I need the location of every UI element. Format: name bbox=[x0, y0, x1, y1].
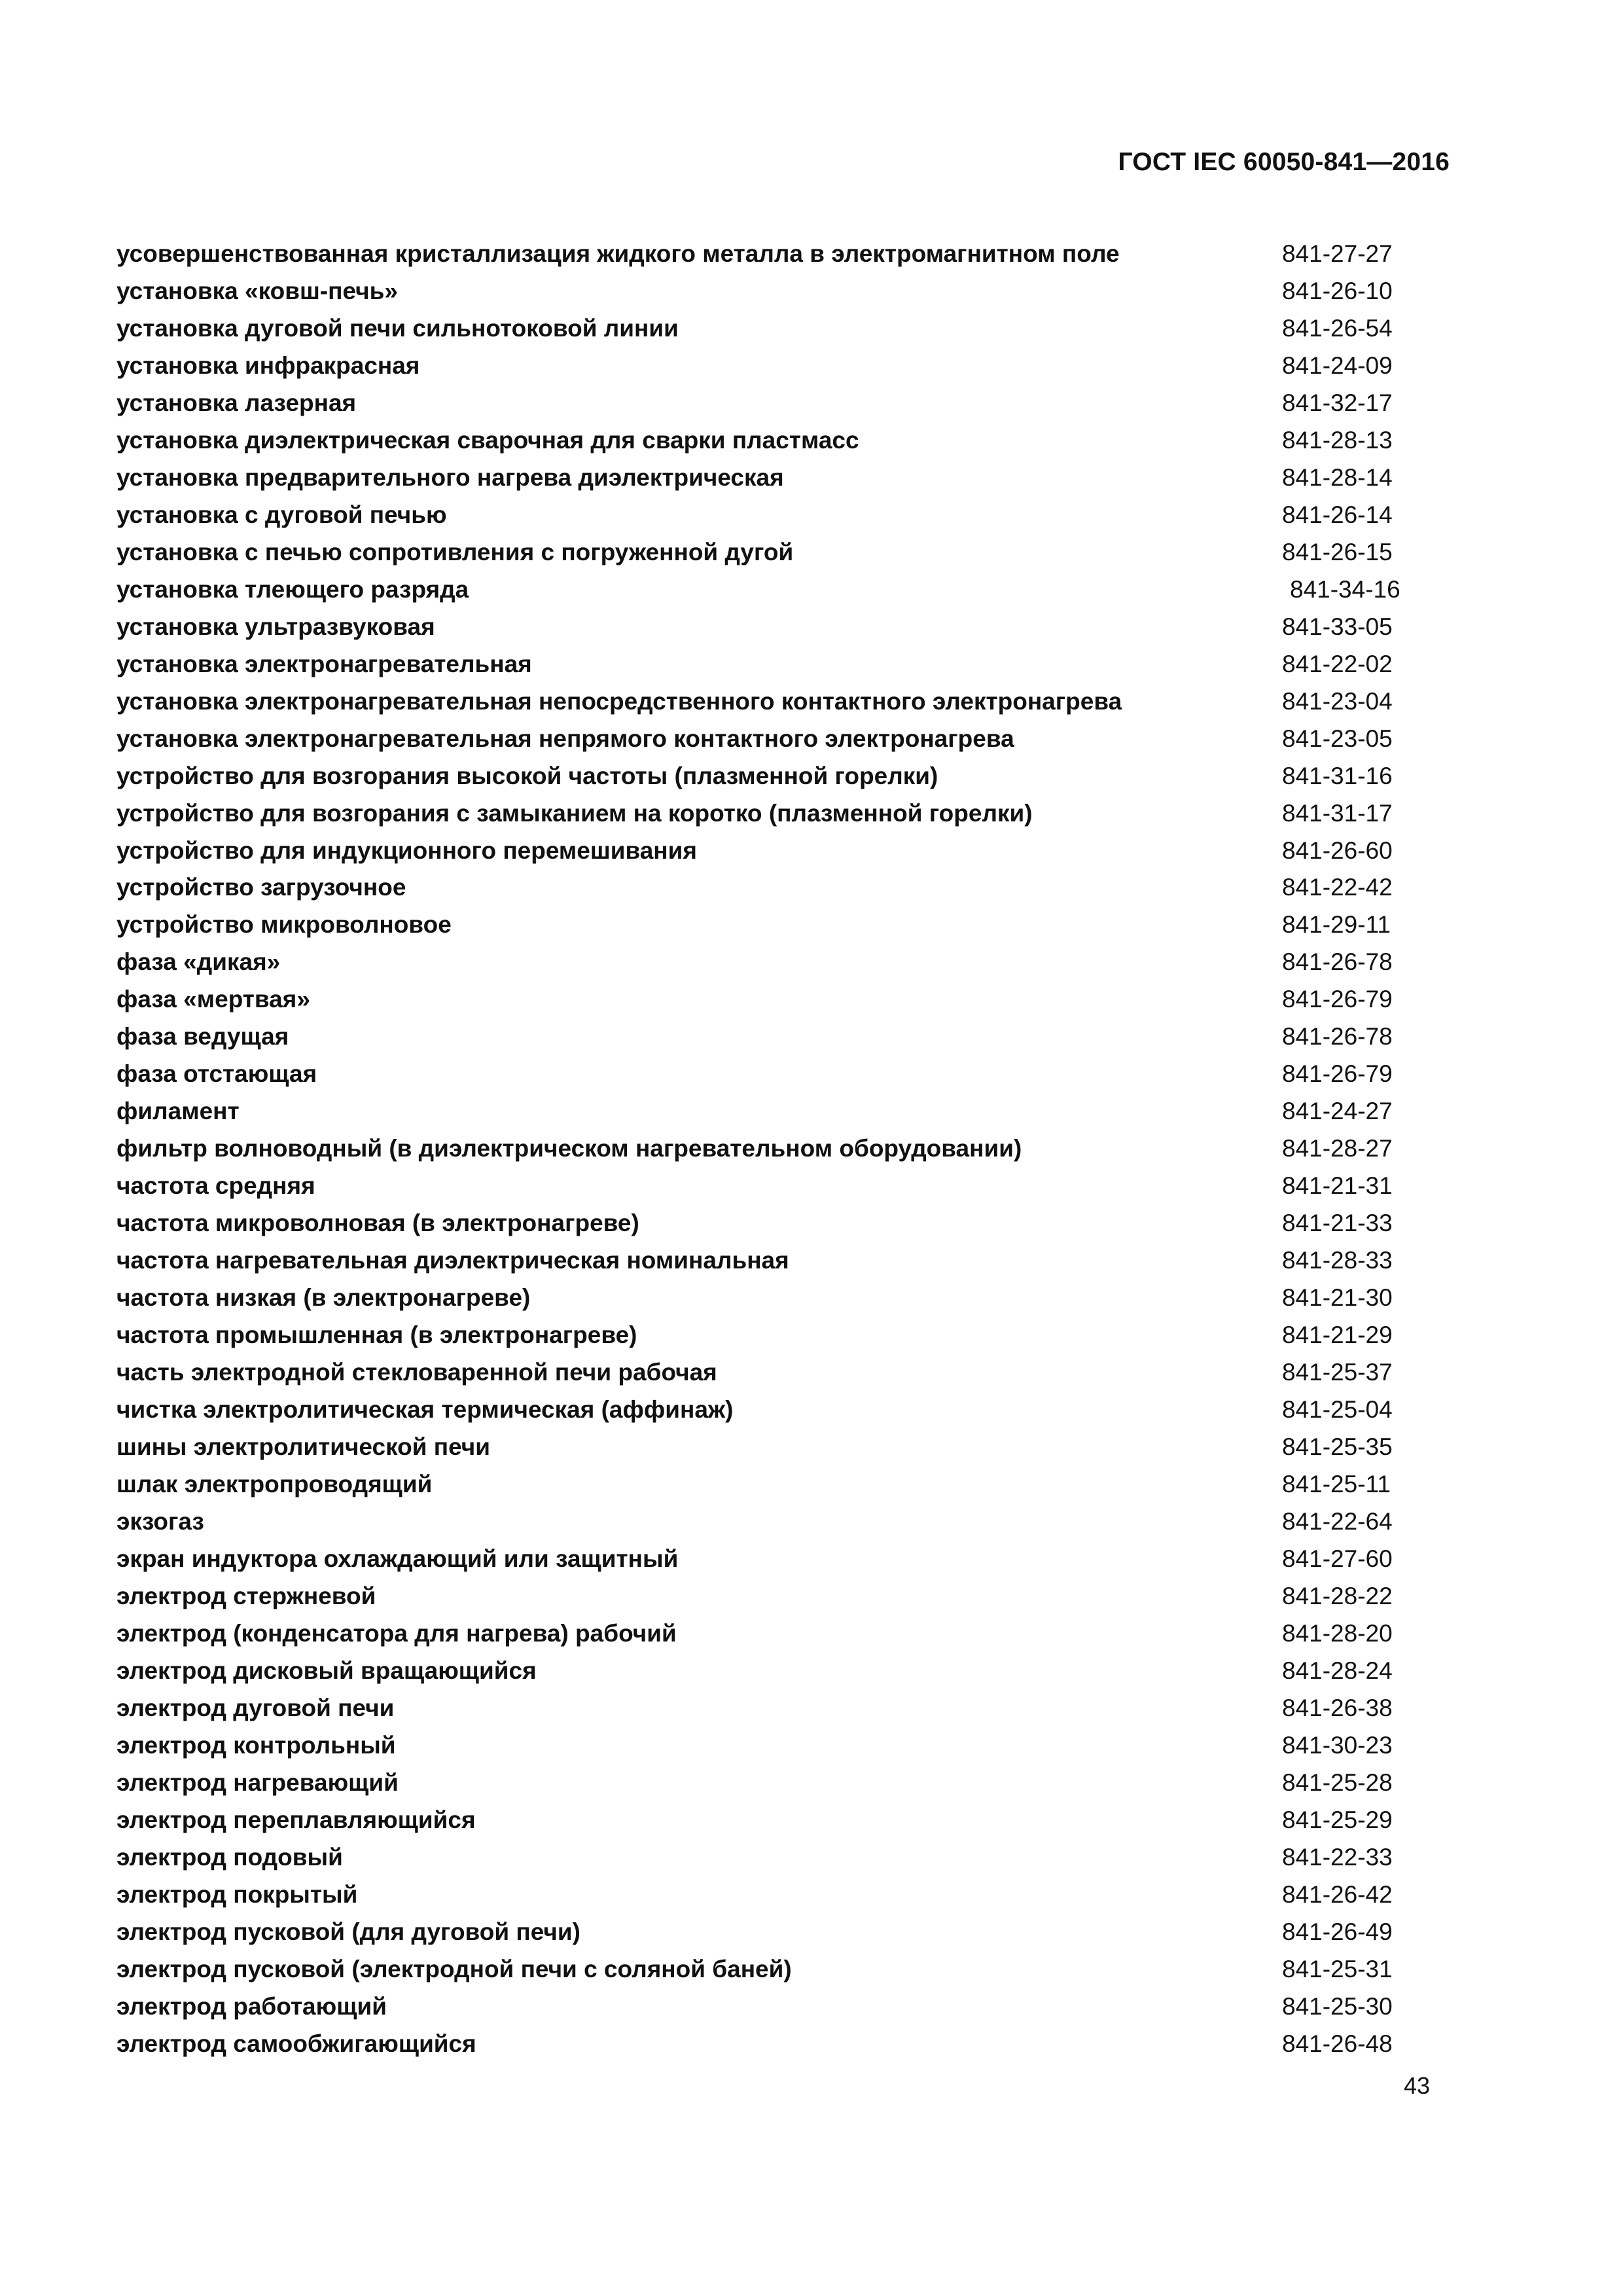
index-term: установка инфракрасная bbox=[116, 351, 420, 379]
index-entry bbox=[116, 869, 1425, 906]
index-code: 841-31-16 bbox=[1282, 762, 1393, 789]
index-entry bbox=[116, 1354, 1425, 1391]
index-term: электрод подовый bbox=[116, 1843, 343, 1871]
index-entry bbox=[116, 944, 1425, 981]
index-code: 841-22-42 bbox=[1282, 874, 1393, 901]
page-number: 43 bbox=[1403, 2072, 1430, 2099]
index-code: 841-33-05 bbox=[1282, 613, 1393, 640]
index-entry bbox=[116, 721, 1425, 758]
index-code: 841-27-60 bbox=[1282, 1545, 1393, 1572]
document-header: ГОСТ IEC 60050-841—2016 bbox=[1118, 148, 1450, 176]
index-term: электрод покрытый bbox=[116, 1880, 358, 1908]
index-term: устройство микроволновое bbox=[116, 911, 452, 939]
index-code: 841-28-14 bbox=[1282, 463, 1393, 491]
index-term: электрод стержневой bbox=[116, 1582, 376, 1609]
index-code: 841-28-22 bbox=[1282, 1582, 1393, 1609]
index-code: 841-26-79 bbox=[1282, 1060, 1393, 1088]
index-term: филамент bbox=[116, 1098, 240, 1125]
index-code: 841-22-33 bbox=[1282, 1843, 1393, 1871]
index-entry bbox=[116, 795, 1425, 833]
index-entry bbox=[116, 1876, 1425, 1914]
index-code: 841-21-29 bbox=[1282, 1321, 1393, 1349]
index-entry bbox=[116, 1056, 1425, 1093]
index-term: установка лазерная bbox=[116, 389, 357, 416]
index-entry bbox=[116, 1914, 1425, 1951]
index-entry bbox=[116, 1615, 1425, 1653]
index-term: частота нагревательная диэлектрическая номинальная bbox=[116, 1247, 789, 1274]
index-entry bbox=[116, 1541, 1425, 1578]
index-term: установка предварительного нагрева диэлектрическая bbox=[116, 463, 784, 491]
index-code: 841-28-33 bbox=[1282, 1247, 1393, 1274]
index-code: 841-25-04 bbox=[1282, 1396, 1393, 1424]
index-term: устройство для индукционного перемешивания bbox=[116, 836, 697, 864]
index-term: частота низкая (в электронагреве) bbox=[116, 1284, 531, 1312]
index-code: 841-26-15 bbox=[1282, 538, 1393, 565]
index-term: экран индуктора охлаждающий или защитный bbox=[116, 1545, 679, 1572]
index-entry bbox=[116, 1429, 1425, 1466]
index-entry bbox=[116, 571, 1425, 609]
index-code: 841-22-02 bbox=[1282, 650, 1393, 677]
index-term: экзогаз bbox=[116, 1507, 204, 1535]
index-code: 841-25-37 bbox=[1282, 1359, 1393, 1386]
index-term: установка с печью сопротивления с погруженной дугой bbox=[116, 538, 794, 565]
index-term: частота промышленная (в электронагреве) bbox=[116, 1321, 637, 1349]
index-term: усовершенствованная кристаллизация жидкого металла в электромагнитном поле bbox=[116, 240, 1120, 267]
index-code: 841-23-05 bbox=[1282, 725, 1393, 752]
index-term: электрод пусковой (для дуговой печи) bbox=[116, 1918, 580, 1945]
index-entry bbox=[116, 1951, 1425, 1988]
index-entry bbox=[116, 1391, 1425, 1429]
index-code: 841-32-17 bbox=[1282, 389, 1393, 416]
index-term: электрод самообжигающийся bbox=[116, 2030, 476, 2057]
index-entry bbox=[116, 310, 1425, 348]
index-code: 841-26-78 bbox=[1282, 948, 1393, 976]
index-term: чистка электролитическая термическая (аффинаж) bbox=[116, 1396, 734, 1424]
index-term: фаза «дикая» bbox=[116, 948, 281, 976]
index-term: частота микроволновая (в электронагреве) bbox=[116, 1210, 639, 1237]
index-code: 841-21-31 bbox=[1282, 1172, 1393, 1200]
index-term: шлак электропроводящий bbox=[116, 1470, 433, 1498]
index-term: установка электронагревательная непрямого контактного электронагрева bbox=[116, 725, 1014, 752]
index-code: 841-25-11 bbox=[1282, 1470, 1391, 1498]
index-entry bbox=[116, 497, 1425, 534]
index-term: электрод дуговой печи bbox=[116, 1694, 395, 1721]
index-term: фильтр волноводный (в диэлектрическом нагревательном оборудовании) bbox=[116, 1135, 1022, 1162]
index-term: установка ультразвуковая bbox=[116, 613, 435, 640]
index-code: 841-25-35 bbox=[1282, 1433, 1393, 1460]
index-code: 841-30-23 bbox=[1282, 1731, 1393, 1759]
index-term: частота средняя bbox=[116, 1172, 315, 1200]
index-code: 841-26-49 bbox=[1282, 1918, 1393, 1945]
index-code: 841-34-16 bbox=[1290, 575, 1400, 603]
index-term: установка дуговой печи сильнотоковой линии bbox=[116, 314, 679, 342]
index-code: 841-26-60 bbox=[1282, 836, 1393, 864]
index-code: 841-26-78 bbox=[1282, 1023, 1393, 1050]
index-entry bbox=[116, 348, 1425, 385]
index-term: электрод контрольный bbox=[116, 1731, 396, 1759]
index-code: 841-24-27 bbox=[1282, 1098, 1393, 1125]
index-entry bbox=[116, 1578, 1425, 1615]
index-code: 841-25-31 bbox=[1282, 1955, 1393, 1982]
index-term: электрод работающий bbox=[116, 1992, 387, 2020]
index-entry bbox=[116, 1690, 1425, 1727]
index-code: 841-31-17 bbox=[1282, 799, 1393, 827]
index-code: 841-27-27 bbox=[1282, 240, 1393, 267]
index-term: устройство для возгорания с замыканием на коротко (плазменной горелки) bbox=[116, 799, 1033, 827]
index-entry bbox=[116, 609, 1425, 646]
index-code: 841-26-42 bbox=[1282, 1880, 1393, 1908]
index-code: 841-26-48 bbox=[1282, 2030, 1393, 2057]
index-code: 841-26-38 bbox=[1282, 1694, 1393, 1721]
index-code: 841-26-14 bbox=[1282, 501, 1393, 528]
index-code: 841-25-30 bbox=[1282, 1992, 1393, 2020]
index-entry bbox=[116, 385, 1425, 422]
index-entry bbox=[116, 534, 1425, 571]
index-code: 841-22-64 bbox=[1282, 1507, 1393, 1535]
index-term: электрод дисковый вращающийся bbox=[116, 1657, 537, 1684]
index-term: фаза отстающая bbox=[116, 1060, 317, 1088]
index-entry bbox=[116, 1168, 1425, 1205]
index-term: шины электролитической печи bbox=[116, 1433, 490, 1460]
index-entry bbox=[116, 1280, 1425, 1317]
index-entry bbox=[116, 1242, 1425, 1280]
index-code: 841-25-29 bbox=[1282, 1806, 1393, 1833]
index-code: 841-26-54 bbox=[1282, 314, 1393, 342]
index-entry bbox=[116, 758, 1425, 795]
index-term: установка тлеющего разряда bbox=[116, 575, 469, 603]
index-entry bbox=[116, 1653, 1425, 1690]
index-term: устройство загрузочное bbox=[116, 874, 406, 901]
index-entry bbox=[116, 1988, 1425, 2026]
index-code: 841-25-28 bbox=[1282, 1768, 1393, 1796]
index-term: электрод (конденсатора для нагрева) рабочий bbox=[116, 1619, 677, 1647]
index-entry bbox=[116, 981, 1425, 1018]
index-code: 841-23-04 bbox=[1282, 687, 1393, 715]
index-entry bbox=[116, 1018, 1425, 1056]
index-term: электрод нагревающий bbox=[116, 1768, 399, 1796]
index-entry bbox=[116, 273, 1425, 310]
index-entry bbox=[116, 646, 1425, 683]
index-entry bbox=[116, 1727, 1425, 1765]
index-code: 841-21-30 bbox=[1282, 1284, 1393, 1312]
index-code: 841-29-11 bbox=[1282, 911, 1391, 939]
index-term: фаза «мертвая» bbox=[116, 986, 310, 1013]
index-code: 841-28-27 bbox=[1282, 1135, 1393, 1162]
index-entry bbox=[116, 683, 1425, 721]
index-entry bbox=[116, 422, 1425, 459]
index-entry bbox=[116, 1130, 1425, 1168]
index-term: установка электронагревательная непосредственного контактного электронагрева bbox=[116, 687, 1122, 715]
index-code: 841-21-33 bbox=[1282, 1210, 1393, 1237]
index-term: установка диэлектрическая сварочная для сварки пластмасс bbox=[116, 426, 859, 454]
index-term: устройство для возгорания высокой частоты (плазменной горелки) bbox=[116, 762, 938, 789]
index-entry bbox=[116, 1765, 1425, 1802]
index-entry bbox=[116, 236, 1425, 273]
index-term: установка с дуговой печью bbox=[116, 501, 447, 528]
index-term: установка электронагревательная bbox=[116, 650, 532, 677]
index-term: часть электродной стекловаренной печи рабочая bbox=[116, 1359, 717, 1386]
index-code: 841-24-09 bbox=[1282, 351, 1393, 379]
index-term: электрод пусковой (электродной печи с соляной баней) bbox=[116, 1955, 792, 1982]
index-entry bbox=[116, 1205, 1425, 1242]
index-entry bbox=[116, 1839, 1425, 1876]
index-entry bbox=[116, 1317, 1425, 1354]
index-term: установка «ковш-печь» bbox=[116, 277, 398, 304]
index-code: 841-28-13 bbox=[1282, 426, 1393, 454]
index-entry bbox=[116, 1802, 1425, 1839]
index-code: 841-28-24 bbox=[1282, 1657, 1393, 1684]
index-term: электрод переплавляющийся bbox=[116, 1806, 476, 1833]
index-code: 841-26-79 bbox=[1282, 986, 1393, 1013]
index-entry bbox=[116, 1503, 1425, 1541]
index-code: 841-26-10 bbox=[1282, 277, 1393, 304]
index-entry bbox=[116, 1466, 1425, 1503]
index-entry bbox=[116, 459, 1425, 497]
index-entry bbox=[116, 833, 1425, 870]
term-index-list bbox=[116, 236, 1425, 2062]
index-term: фаза ведущая bbox=[116, 1023, 289, 1050]
index-code: 841-28-20 bbox=[1282, 1619, 1393, 1647]
index-entry bbox=[116, 1093, 1425, 1130]
index-entry bbox=[116, 2026, 1425, 2063]
index-entry bbox=[116, 906, 1425, 944]
